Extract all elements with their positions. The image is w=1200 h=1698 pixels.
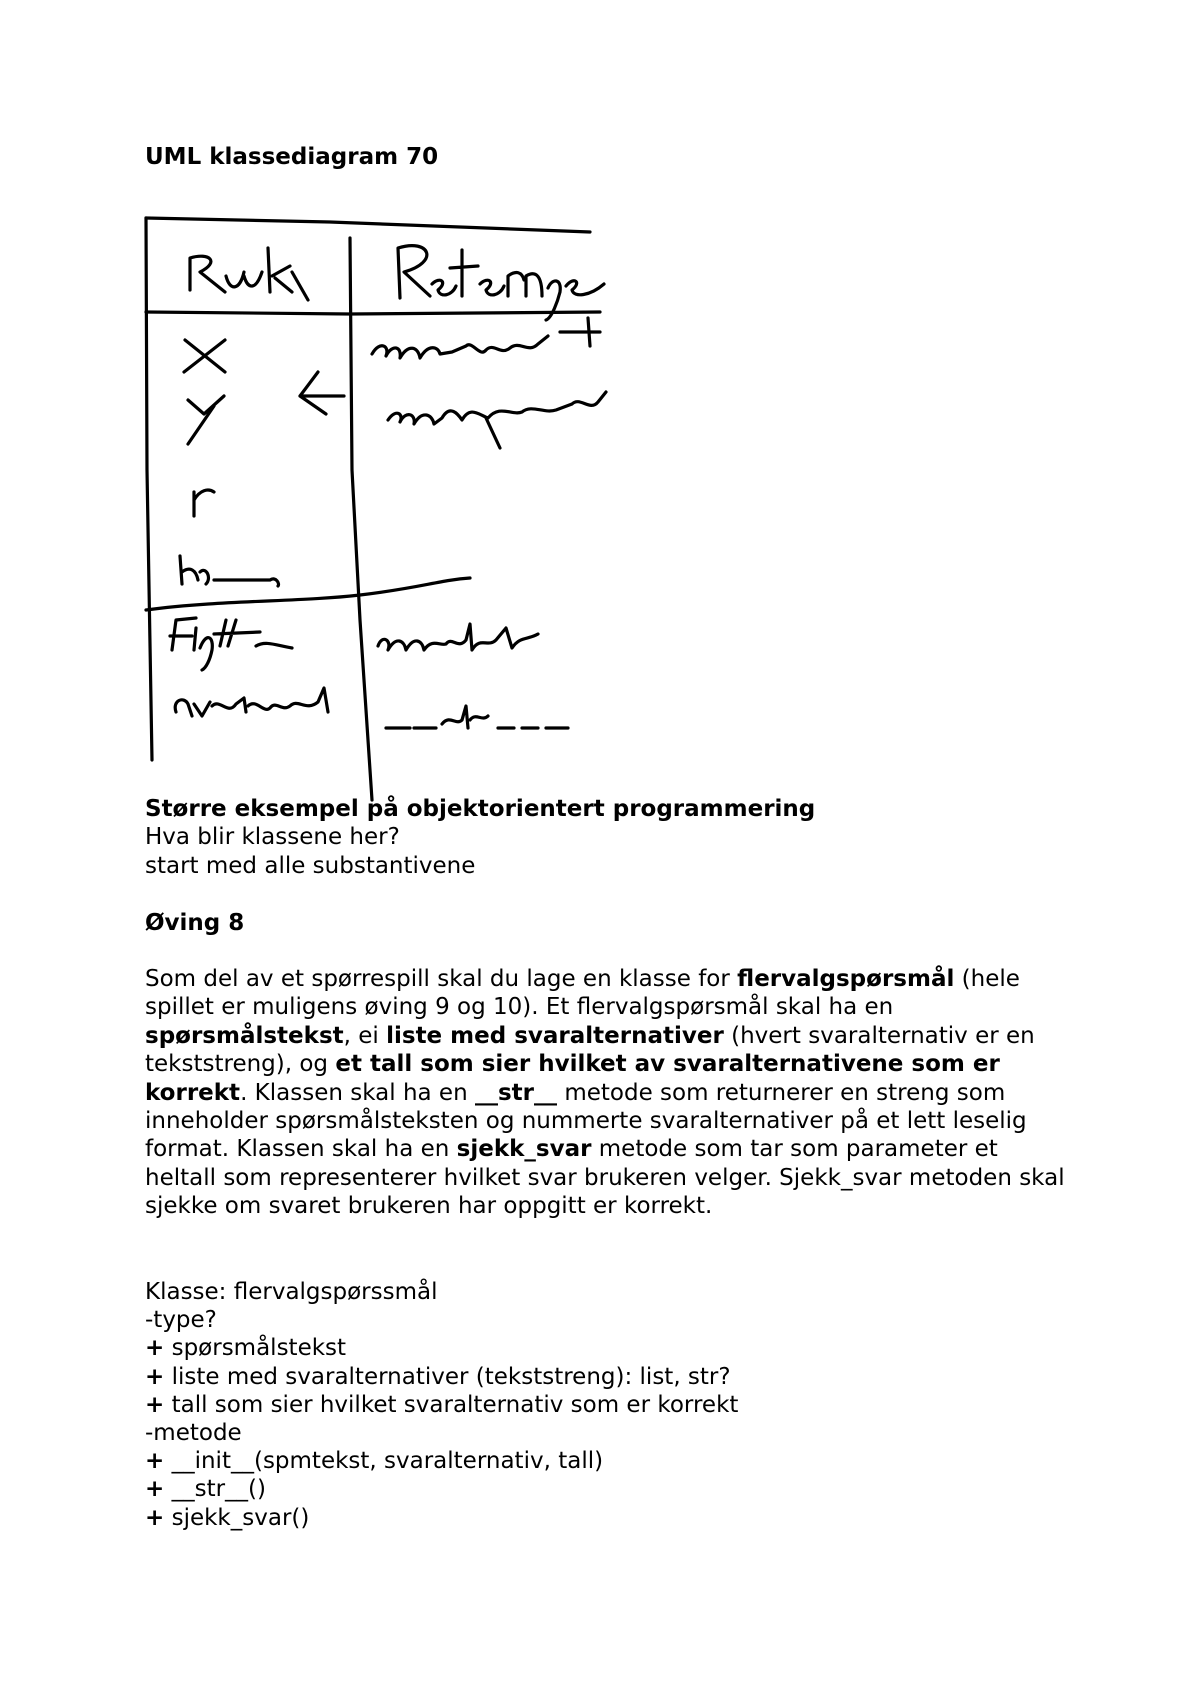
plus-icon: +: [145, 1363, 165, 1390]
attribute-item: + liste med svaralternativer (tekststreng): list, str?: [145, 1363, 731, 1390]
handwritten-uml-sketch: [0, 0, 1200, 820]
handwriting-flytt: [170, 618, 292, 670]
plus-icon: +: [145, 1448, 165, 1475]
method-label: -metode: [145, 1420, 242, 1447]
handwriting-farge: [180, 556, 279, 586]
handwriting-y: [188, 396, 224, 444]
handwriting-header-right: [398, 246, 604, 320]
section-line: start med alle substantivene: [145, 853, 476, 879]
exercise-heading: Øving 8: [145, 910, 245, 936]
attribute-item: + spørsmålstekst: [145, 1335, 347, 1362]
plus-icon: +: [145, 1391, 165, 1418]
class-name-line: Klasse: flervalgspørssmål: [145, 1279, 438, 1305]
handwriting-str: [386, 706, 568, 728]
table-left-line: [146, 218, 152, 760]
exercise-paragraph: Som del av et spørrespill skal du lage en klasse for flervalgspørsmål (hele spillet er muligens øving 9 og 10). Et flervalgspørsmål skal ha en spørsmålstekst, ei liste med svaralternativer (hvert svaralternativ er en tekststreng), og et tall som sier hvilket av svaralternativene som er korrekt. Klassen skal ha en __str__ metode som returnerer en streng som inneholder spørsmålsteksten og nummerte svaralternativer på et lett leselig format. Klassen skal ha en sjekk_svar metode som tar som parameter et heltall som representerer hvilket svar brukeren velger. Sjekk_svar metoden skal sjekke om svaret brukeren har oppgitt er korrekt.: [145, 966, 1065, 1220]
handwriting-x: [184, 340, 225, 372]
handwriting-header-left: [190, 248, 308, 300]
plus-icon: +: [145, 1504, 165, 1531]
page-title: UML klassediagram 70: [145, 144, 439, 170]
section-heading: Større eksempel på objektorientert programmering: [145, 796, 816, 822]
table-top-line: [146, 218, 590, 232]
table-center-line: [350, 238, 372, 800]
handwriting-avstand: [175, 688, 328, 716]
method-item: + __init__(spmtekst, svaralternativ, tall): [145, 1448, 604, 1475]
method-item: + __str__(): [145, 1476, 266, 1503]
table-section-divider: [146, 578, 470, 610]
type-label: -type?: [145, 1307, 217, 1334]
handwriting-r: [194, 490, 214, 516]
plus-icon: +: [145, 1335, 165, 1362]
class-spec-block: [145, 1278, 738, 1532]
handwriting-lengde: [378, 624, 538, 650]
plus-icon: +: [145, 1476, 165, 1503]
method-item: + sjekk_svar(): [145, 1504, 310, 1531]
attribute-item: + tall som sier hvilket svaralternativ som er korrekt: [145, 1391, 739, 1418]
section-line: Hva blir klassene her?: [145, 824, 400, 850]
handwriting-endepunkt-1: [372, 318, 600, 358]
table-header-divider: [146, 312, 600, 314]
arrow-left-icon: [300, 372, 344, 414]
handwriting-endepunkt-2: [388, 392, 606, 448]
